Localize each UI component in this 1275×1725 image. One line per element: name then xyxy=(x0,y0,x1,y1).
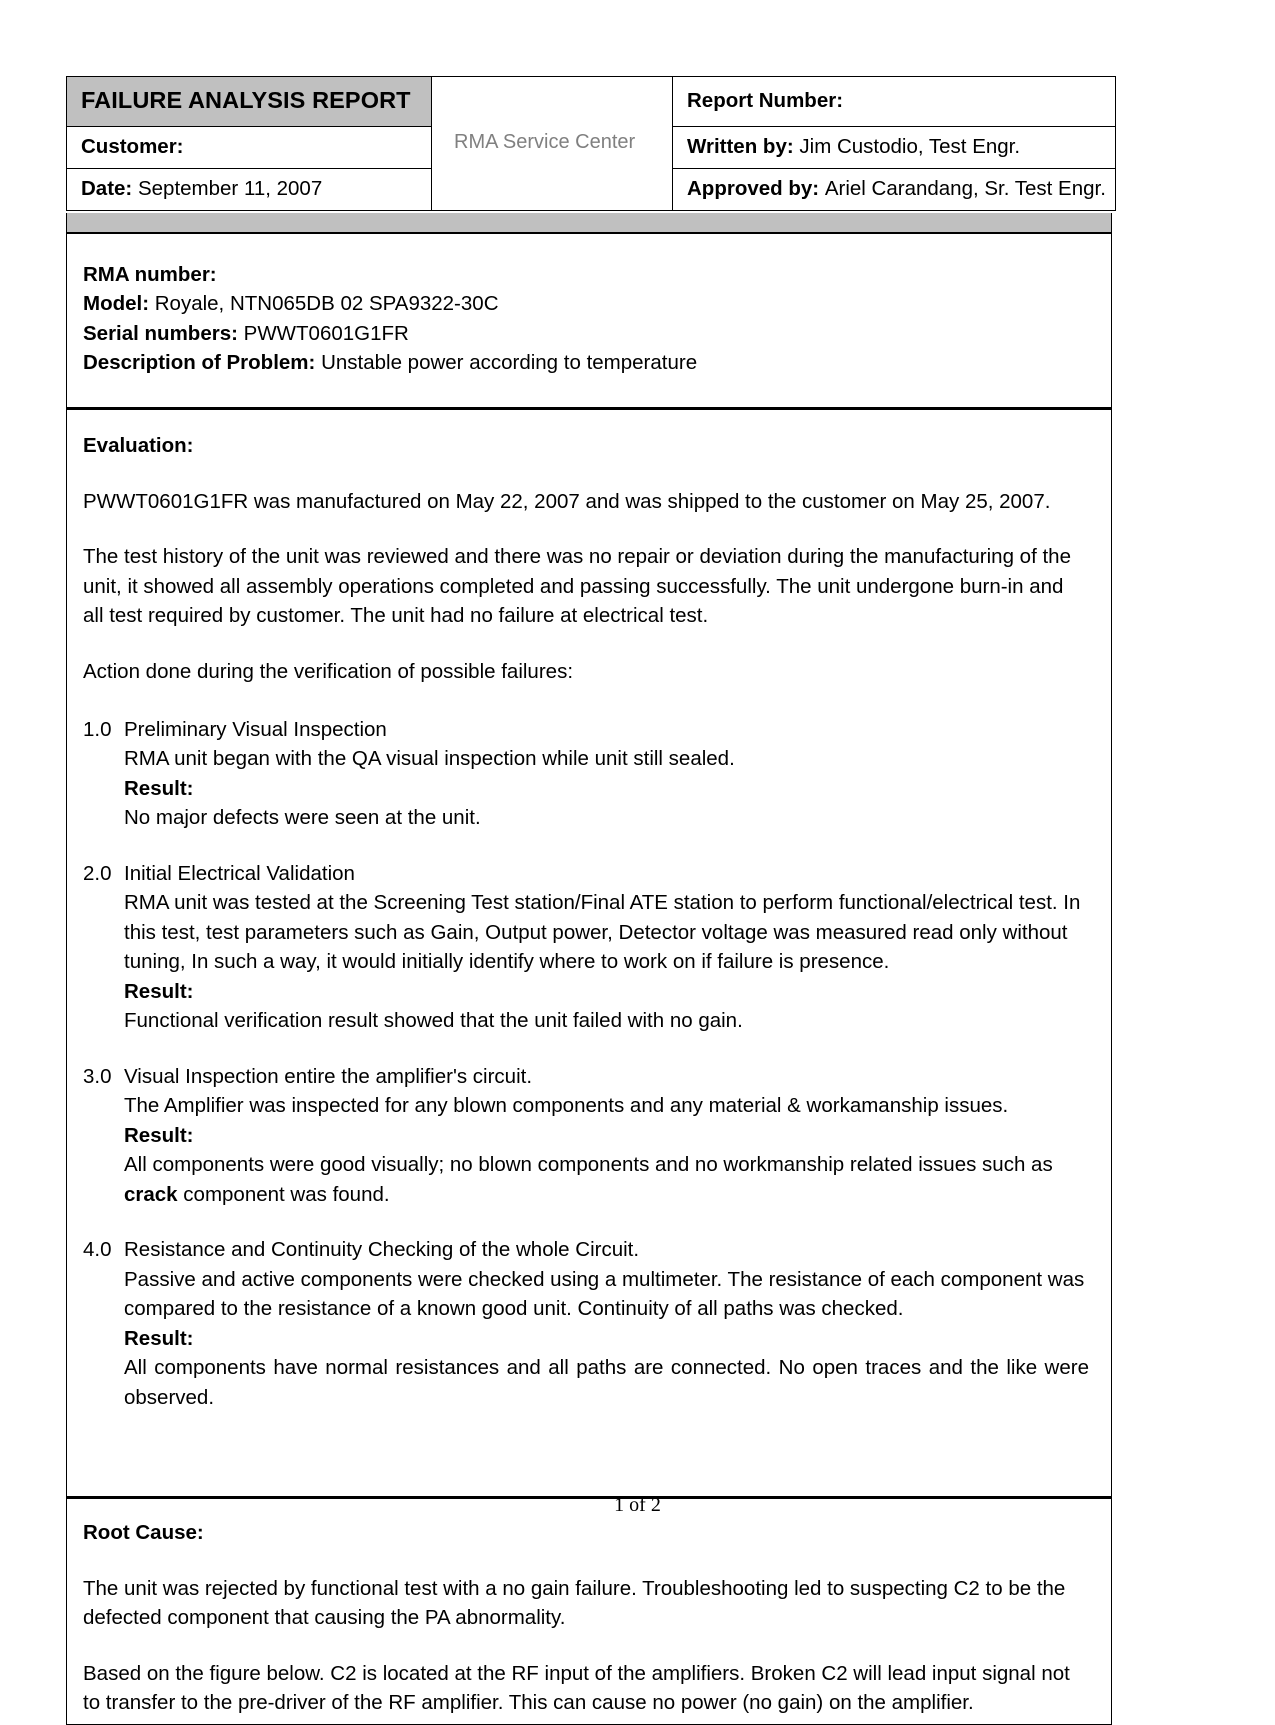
evaluation-history-paragraph: The test history of the unit was reviewed and there was no repair or deviation during the manufacturing of the unit, it showed all assembly operations completed and passing successfully. The unit undergone burn-in and all test required by customer. The unit had no failure at electrical test. xyxy=(83,545,1071,628)
report-header-table xyxy=(66,76,1116,211)
item-result-label: Result: xyxy=(124,1326,194,1350)
result-text-post: component was found. xyxy=(177,1182,390,1206)
rma-info-box xyxy=(66,232,1112,408)
serial-label: Serial numbers: xyxy=(83,321,238,345)
rma-number-label: RMA number: xyxy=(83,263,217,287)
header-row-title xyxy=(67,77,1116,127)
item-title: Preliminary Visual Inspection xyxy=(124,717,387,741)
page-footer xyxy=(0,1494,1275,1517)
date-value: September 11, 2007 xyxy=(137,176,323,200)
root-cause-heading: Root Cause: xyxy=(83,1521,204,1545)
problem-line xyxy=(83,348,1089,377)
evaluation-intro-paragraph: PWWT0601G1FR was manufactured on May 22, 2007 and was shipped to the customer on May 25, 2007. xyxy=(83,489,1051,513)
item-title: Initial Electrical Validation xyxy=(124,861,355,885)
item-title: Resistance and Continuity Checking of the whole Circuit. xyxy=(124,1238,640,1262)
item-result-text: Functional verification result showed that the unit failed with no gain. xyxy=(124,1009,743,1033)
item-number: 1.0 xyxy=(83,717,112,741)
customer-cell xyxy=(67,126,432,168)
approved-by-value: Ariel Carandang, Sr. Test Engr. xyxy=(824,176,1106,200)
evaluation-action-line: Action done during the verification of possible failures: xyxy=(83,660,574,683)
problem-value: Unstable power according to temperature xyxy=(321,351,698,375)
page-title: FAILURE ANALYSIS REPORT xyxy=(81,87,411,113)
rma-number-line xyxy=(83,260,1089,289)
item-text: The Amplifier was inspected for any blown components and any material & workamanship issues. xyxy=(124,1094,1009,1118)
root-cause-box xyxy=(66,1497,1112,1725)
service-center-cell xyxy=(432,77,673,211)
written-by-cell xyxy=(673,126,1116,168)
serial-line xyxy=(83,319,1089,348)
service-center-label: RMA Service Center xyxy=(454,131,636,154)
date-label: Date: xyxy=(81,176,133,200)
result-text-pre: All components were good visually; no blown components and no workmanship related issues such as xyxy=(124,1153,1053,1177)
serial-value: PWWT0601G1FR xyxy=(243,321,409,345)
item-number: 3.0 xyxy=(83,1064,112,1088)
model-line xyxy=(83,289,1089,318)
root-cause-paragraph-1: The unit was rejected by functional test with a no gain failure. Troubleshooting led to suspecting C2 to be the defected component that causing the PA abnormality. xyxy=(83,1576,1066,1630)
approved-by-cell xyxy=(673,168,1116,210)
root-cause-paragraph-2: Based on the figure below. C2 is located at the RF input of the amplifiers. Broken C2 will lead input signal not to transfer to the pre-driver of the RF amplifier. This can cause no power (no gain) on the amplifier. xyxy=(83,1661,1070,1715)
item-result-text: All components have normal resistances and all paths are connected. No open traces and the like were observed. xyxy=(124,1356,1089,1409)
evaluation-heading: Evaluation: xyxy=(83,434,194,458)
item-result-label: Result: xyxy=(124,979,194,1003)
evaluation-item xyxy=(83,1235,1089,1412)
item-number: 4.0 xyxy=(83,1238,112,1262)
item-text: RMA unit was tested at the Screening Test station/Final ATE station to perform functional/electrical test. In this test, test parameters such as Gain, Output power, Detector voltage was measured read only without tuning, In such a way, it would initially identify where to work on if failure is presence. xyxy=(124,891,1081,974)
result-text-emphasis: crack xyxy=(124,1182,178,1206)
item-title: Visual Inspection entire the amplifier's circuit. xyxy=(124,1064,533,1088)
customer-label: Customer: xyxy=(81,134,184,158)
item-result-label: Result: xyxy=(124,776,194,800)
approved-by-label: Approved by: xyxy=(687,176,820,200)
report-number-cell xyxy=(673,77,1116,127)
item-result-label: Result: xyxy=(124,1123,194,1147)
report-number-label: Report Number: xyxy=(687,88,844,112)
model-label: Model: xyxy=(83,292,150,316)
evaluation-box xyxy=(66,408,1112,1497)
evaluation-item xyxy=(83,859,1089,1036)
item-text: Passive and active components were checked using a multimeter. The resistance of each component was compared to the resistance of a known good unit. Continuity of all paths was checked. xyxy=(124,1267,1085,1321)
item-result-text: No major defects were seen at the unit. xyxy=(124,806,481,830)
item-number: 2.0 xyxy=(83,861,112,885)
written-by-label: Written by: xyxy=(687,134,794,158)
evaluation-item xyxy=(83,715,1089,833)
written-by-value: Jim Custodio, Test Engr. xyxy=(799,134,1021,158)
item-text: RMA unit began with the QA visual inspection while unit still sealed. xyxy=(124,747,735,771)
evaluation-item xyxy=(83,1062,1089,1210)
report-title-cell xyxy=(67,77,432,127)
document-body xyxy=(66,76,1112,1725)
section-divider-bar xyxy=(66,213,1112,232)
date-cell xyxy=(67,168,432,210)
model-value: Royale, NTN065DB 02 SPA9322-30C xyxy=(154,292,499,316)
page-number-label: 1 of 2 xyxy=(614,1494,661,1516)
item-result-text-rich xyxy=(124,1150,1089,1209)
problem-label: Description of Problem: xyxy=(83,351,316,375)
